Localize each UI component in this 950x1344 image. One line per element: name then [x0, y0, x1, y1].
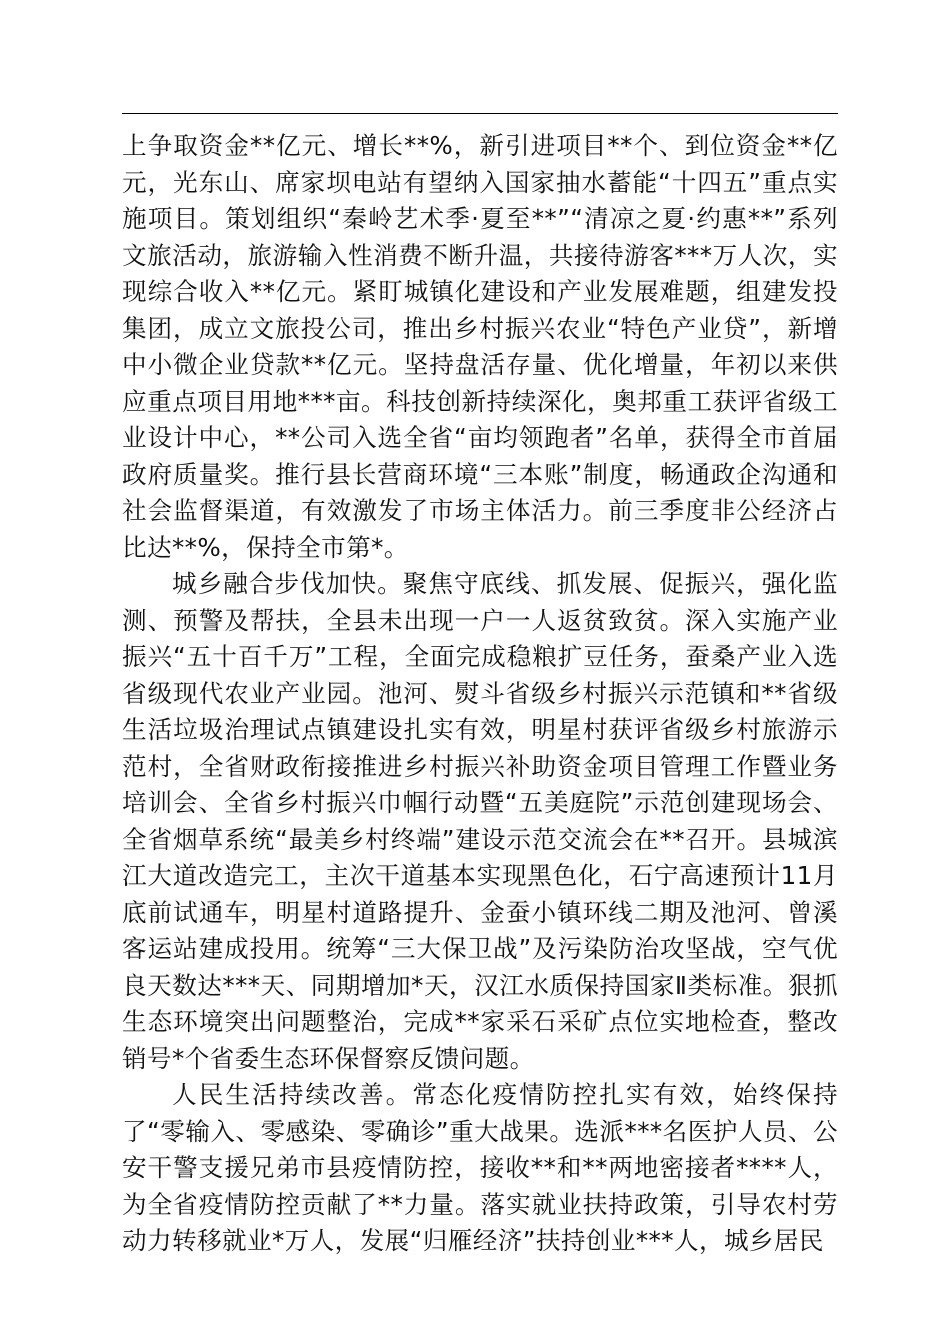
header-rule: [122, 113, 838, 114]
paragraph-livelihood: 人民生活持续改善。常态化疫情防控扎实有效，始终保持了“零输入、零感染、零确诊”重大战果。选派***名医护人员、公安干警支援兄弟市县疫情防控，接收**和**两地密接者****人，为全省疫情防控贡献了**力量。落实就业扶持政策，引导农村劳动力转移就业*万人，发展“归雁经济”扶持创业***人，城乡居民: [122, 1080, 838, 1255]
paragraph-urban-rural: 城乡融合步伐加快。聚焦守底线、抓发展、促振兴，强化监测、预警及帮扶，全县未出现一户一人返贫致贫。深入实施产业振兴“五十百千万”工程，全面完成稳粮扩豆任务，蚕桑产业入选省级现代农业产业园。池河、熨斗省级乡村振兴示范镇和**省级生活垃圾治理试点镇建设扎实有效，明星村获评省级乡村旅游示范村，全省财政衔接推进乡村振兴补助资金项目管理工作暨业务培训会、全省乡村振兴巾帼行动暨“五美庭院”示范创建现场会、全省烟草系统“最美乡村终端”建设示范交流会在**召开。县城滨江大道改造完工，主次干道基本实现黑色化，石宁高速预计11月底前试通车，明星村道路提升、金蚕小镇环线二期及池河、曾溪客运站建成投用。统筹“三大保卫战”及污染防治攻坚战，空气优良天数达***天、同期增加*天，汉江水质保持国家Ⅱ类标准。狠抓生态环境突出问题整治，完成**家采石采矿点位实地检查，整改销号*个省委生态环保督察反馈问题。: [122, 569, 838, 1073]
body-text: [122, 128, 838, 1260]
paragraph-continued: 上争取资金**亿元、增长**%，新引进项目**个、到位资金**亿元，光东山、席家坝电站有望纳入国家抽水蓄能“十四五”重点实施项目。策划组织“秦岭艺术季·夏至**”“清凉之夏·约惠**”系列文旅活动，旅游输入性消费不断升温，共接待游客***万人次，实现综合收入**亿元。紧盯城镇化建设和产业发展难题，组建发投集团，成立文旅投公司，推出乡村振兴农业“特色产业贷”，新增中小微企业贷款**亿元。坚持盘活存量、优化增量，年初以来供应重点项目用地***亩。科技创新持续深化，奥邦重工获评省级工业设计中心，**公司入选全省“亩均领跑者”名单，获得全市首届政府质量奖。推行县长营商环境“三本账”制度，畅通政企沟通和社会监督渠道，有效激发了市场主体活力。前三季度非公经济占比达**%，保持全市第*。: [122, 131, 838, 562]
